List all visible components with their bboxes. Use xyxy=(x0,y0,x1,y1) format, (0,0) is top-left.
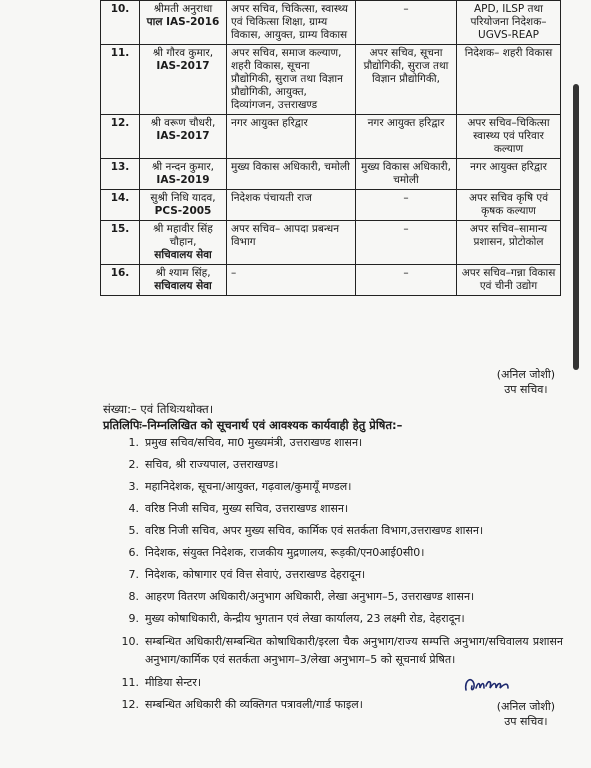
list-item-text: सचिव, श्री राज्यपाल, उत्तराखण्ड। xyxy=(145,458,279,471)
table-row xyxy=(101,45,561,115)
list-item-text: निदेशक, संयुक्त निदेशक, राजकीय मुद्रणालय, रूड़की/एन0आई0सी0। xyxy=(145,546,425,559)
list-item-number: 3. xyxy=(128,480,139,493)
additional-charge-cell: अपर सचिव, सूचना प्रौद्योगिकी, सुराज तथा विज्ञान प्रौद्योगिकी, xyxy=(356,45,457,115)
list-item-number: 5. xyxy=(128,524,139,537)
officer-name-cell xyxy=(140,115,227,159)
list-item-number: 9. xyxy=(128,612,139,625)
additional-charge-cell: – xyxy=(356,221,457,265)
officer-name: श्री गौरव कुमार, xyxy=(152,47,214,59)
table-row xyxy=(101,159,561,190)
list-item xyxy=(117,542,563,564)
officer-name-cell xyxy=(140,265,227,296)
table-row xyxy=(101,190,561,221)
current-posting-cell: नगर आयुक्त हरिद्वार xyxy=(227,115,356,159)
list-item xyxy=(117,432,563,454)
officer-name: श्री वरूण चौधरी, xyxy=(150,117,216,129)
list-item xyxy=(117,498,563,520)
officer-name: सुश्री निधि यादव, xyxy=(150,192,216,204)
postings-table-body xyxy=(101,1,561,296)
list-item-number: 12. xyxy=(121,698,139,711)
new-posting-cell: अपर सचिव–गन्ना विकास एवं चीनी उद्योग xyxy=(457,265,561,296)
new-posting-cell: अपर सचिव कृषि एवं कृषक कल्याण xyxy=(457,190,561,221)
table-row xyxy=(101,1,561,45)
current-posting-cell: निदेशक पंचायती राज xyxy=(227,190,356,221)
list-item-text: वरिष्ठ निजी सचिव, अपर मुख्य सचिव, कार्मिक एवं सतर्कता विभाग,उत्तराखण्ड शासन। xyxy=(145,524,484,537)
officer-cadre: पाल IAS-2016 xyxy=(146,16,220,28)
row-number-cell: 16. xyxy=(101,265,140,296)
row-number-cell: 11. xyxy=(101,45,140,115)
list-item-text: सम्बन्धित अधिकारी/सम्बन्धित कोषाधिकारी/इरला चैक अनुभाग/राज्य सम्पत्ति अनुभाग/सचिवालय प्रशासन अनुभाग/कार्मिक एवं सतर्कता अनुभाग–3/लेखा अनुभाग–5 को सूचनार्थ प्रेषित। xyxy=(145,635,563,666)
officer-name-cell xyxy=(140,221,227,265)
row-number-cell: 13. xyxy=(101,159,140,190)
new-posting-cell: अपर सचिव–सामान्य प्रशासन, प्रोटोकोल xyxy=(457,221,561,265)
signatory-designation: उप सचिव। xyxy=(504,715,548,728)
current-posting-cell: मुख्य विकास अधिकारी, चमोली xyxy=(227,159,356,190)
list-item xyxy=(117,633,563,669)
row-number-cell: 12. xyxy=(101,115,140,159)
officer-cadre: IAS-2019 xyxy=(156,174,210,186)
list-item xyxy=(117,586,563,608)
list-item-text: सम्बन्धित अधिकारी की व्यक्तिगत पत्रावली/गार्ड फाइल। xyxy=(145,698,363,711)
current-posting-cell: अपर सचिव– आपदा प्रबन्धन विभाग xyxy=(227,221,356,265)
list-item-text: मीडिया सेन्टर। xyxy=(145,676,201,689)
table-row xyxy=(101,221,561,265)
new-posting-cell: नगर आयुक्त हरिद्वार xyxy=(457,159,561,190)
signatory-designation: उप सचिव। xyxy=(504,383,548,396)
list-item-text: निदेशक, कोषागार एवं वित्त सेवाएं, उत्तराखण्ड देहरादून। xyxy=(145,568,366,581)
table-row xyxy=(101,115,561,159)
list-item-text: आहरण वितरण अधिकारी/अनुभाग अधिकारी, लेखा अनुभाग–5, उत्तराखण्ड शासन। xyxy=(145,590,475,603)
officer-cadre: PCS-2005 xyxy=(154,205,212,217)
copy-to-heading: प्रतिलिपिः–निम्नलिखित को सूचनार्थ एवं आवश्यक कार्यवाही हेतु प्रेषित:– xyxy=(103,418,403,432)
list-item-number: 8. xyxy=(128,590,139,603)
additional-charge-cell: – xyxy=(356,265,457,296)
row-number-cell: 10. xyxy=(101,1,140,45)
list-item-text: मुख्य कोषाधिकारी, केन्द्रीय भुगतान एवं लेखा कार्यालय, 23 लक्ष्मी रोड, देहरादून। xyxy=(145,612,465,625)
officer-name-cell xyxy=(140,159,227,190)
officer-name-cell xyxy=(140,190,227,221)
list-item xyxy=(117,476,563,498)
list-item-number: 6. xyxy=(128,546,139,559)
list-item-text: प्रमुख सचिव/सचिव, मा0 मुख्यमंत्री, उत्तराखण्ड शासन। xyxy=(145,436,363,449)
officer-name-cell xyxy=(140,45,227,115)
officer-cadre: सचिवालय सेवा xyxy=(154,249,212,261)
signature-block-bottom xyxy=(497,699,555,729)
list-item-number: 2. xyxy=(128,458,139,471)
list-item-text: महानिदेशक, सूचना/आयुक्त, गढ़वाल/कुमायूँ मण्डल। xyxy=(145,480,352,493)
row-number-cell: 15. xyxy=(101,221,140,265)
scrollbar-thumb[interactable] xyxy=(573,84,579,370)
signature-block-top xyxy=(497,367,555,397)
officer-cadre: IAS-2017 xyxy=(156,60,210,72)
officer-cadre: IAS-2017 xyxy=(156,130,210,142)
row-number-cell: 14. xyxy=(101,190,140,221)
list-item-number: 7. xyxy=(128,568,139,581)
list-item-number: 10. xyxy=(121,635,139,648)
current-posting-cell: अपर सचिव, चिकित्सा, स्वास्थ्य एवं चिकित्सा शिक्षा, ग्राम्य विकास, आयुक्त, ग्राम्य विकास xyxy=(227,1,356,45)
list-item xyxy=(117,520,563,542)
new-posting-cell: APD, ILSP तथा परियोजना निदेशक– UGVS-REAP xyxy=(457,1,561,45)
additional-charge-cell: – xyxy=(356,190,457,221)
officer-name: श्री महावीर सिंह चौहान, xyxy=(153,223,213,248)
additional-charge-cell: नगर आयुक्त हरिद्वार xyxy=(356,115,457,159)
signatory-name: (अनिल जोशी) xyxy=(496,368,555,381)
officer-name: श्री श्याम सिंह, xyxy=(155,267,211,279)
list-item-number: 4. xyxy=(128,502,139,515)
list-item xyxy=(117,564,563,586)
current-posting-cell: अपर सचिव, समाज कल्याण, शहरी विकास, सूचना प्रौद्योगिकी, सुराज तथा विज्ञान प्रौद्योगिकी, आयुक्त, दिव्यांगजन, उत्तराखण्ड xyxy=(227,45,356,115)
officer-name: श्री नन्दन कुमार, xyxy=(152,161,214,173)
new-posting-cell: अपर सचिव–चिकित्सा स्वास्थ्य एवं परिवार कल्याण xyxy=(457,115,561,159)
list-item-number: 1. xyxy=(128,436,139,449)
officer-cadre: सचिवालय सेवा xyxy=(154,280,212,292)
postings-table xyxy=(100,0,561,296)
list-item-number: 11. xyxy=(121,676,139,689)
officer-name-cell xyxy=(140,1,227,45)
list-item xyxy=(117,454,563,476)
current-posting-cell: – xyxy=(227,265,356,296)
reference-number-line: संख्या:– एवं तिथिःयथोक्त। xyxy=(103,402,214,416)
additional-charge-cell: मुख्य विकास अधिकारी, चमोली xyxy=(356,159,457,190)
signatory-name: (अनिल जोशी) xyxy=(496,700,555,713)
additional-charge-cell: – xyxy=(356,1,457,45)
officer-name: श्रीमती अनुराधा xyxy=(153,3,213,15)
list-item-text: वरिष्ठ निजी सचिव, मुख्य सचिव, उत्तराखण्ड शासन। xyxy=(145,502,349,515)
new-posting-cell: निदेशक– शहरी विकास xyxy=(457,45,561,115)
list-item xyxy=(117,608,563,630)
table-row xyxy=(101,265,561,296)
handwritten-signature xyxy=(462,672,532,698)
